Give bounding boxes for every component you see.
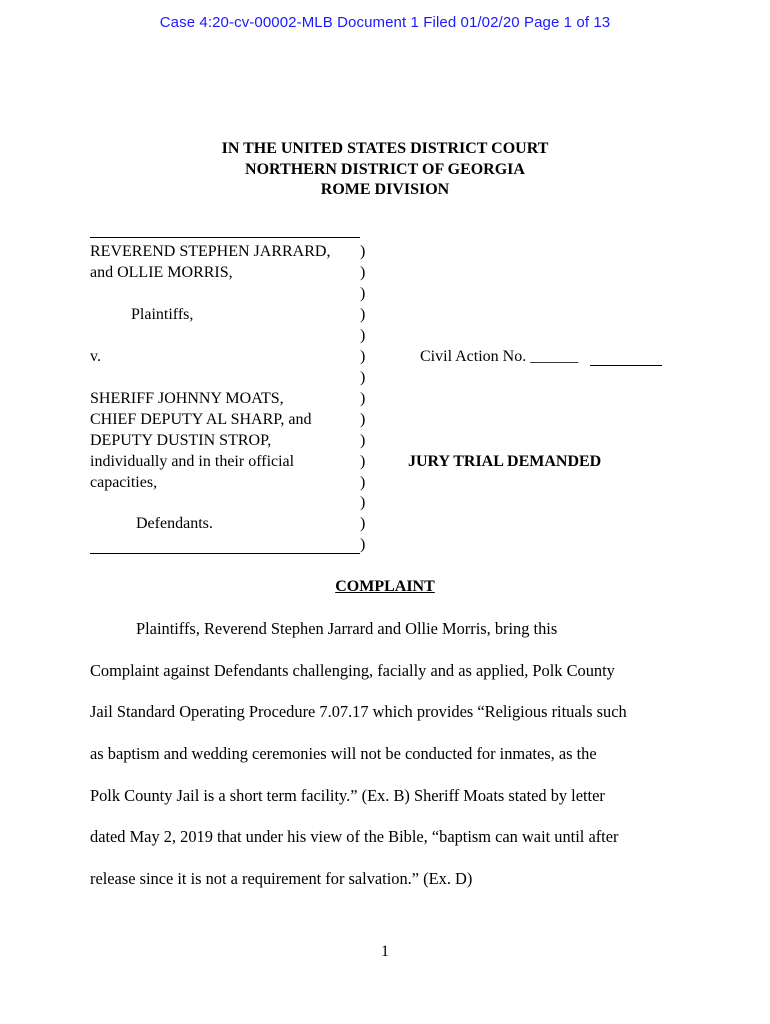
caption-paren: ) — [360, 411, 366, 428]
caption-bottom-rule — [90, 553, 360, 554]
defendants-name-line2: CHIEF DEPUTY AL SHARP, and — [90, 411, 312, 428]
caption-paren: ) — [360, 515, 366, 532]
caption-paren: ) — [360, 306, 366, 323]
defendants-role: Defendants. — [136, 515, 213, 532]
caption-paren: ) — [360, 390, 366, 407]
caption-paren: ) — [360, 327, 366, 344]
jury-trial-demand: JURY TRIAL DEMANDED — [408, 453, 602, 470]
caption-paren: ) — [360, 453, 366, 470]
body-line-5: Polk County Jail is a short term facility.” (Ex. B) Sheriff Moats stated by letter — [90, 786, 605, 805]
court-name-line3: ROME DIVISION — [320, 181, 450, 198]
caption-paren: ) — [360, 243, 366, 260]
court-name-line2: NORTHERN DISTRICT OF GEORGIA — [245, 161, 525, 178]
body-line-1: Plaintiffs, Reverend Stephen Jarrard and Ollie Morris, bring this — [136, 619, 558, 638]
plaintiffs-name-line1: REVEREND STEPHEN JARRARD, — [90, 243, 331, 260]
defendants-name-line1: SHERIFF JOHNNY MOATS, — [90, 390, 284, 407]
ecf-header-stamp: Case 4:20-cv-00002-MLB Document 1 Filed 01/02/20 Page 1 of 13 — [159, 14, 611, 31]
versus-label: v. — [90, 348, 101, 365]
defendants-name-line5: capacities, — [90, 474, 158, 491]
body-line-7: release since it is not a requirement for salvation.” (Ex. D) — [90, 869, 473, 888]
caption-paren: ) — [360, 264, 366, 281]
caption-paren: ) — [360, 285, 366, 302]
civil-action-number-blank — [590, 365, 662, 366]
page-number: 1 — [381, 943, 389, 960]
document-title: COMPLAINT — [335, 578, 435, 595]
caption-paren: ) — [360, 494, 366, 511]
defendants-name-line4: individually and in their official — [90, 453, 295, 470]
body-line-4: as baptism and wedding ceremonies will not be conducted for inmates, as the — [90, 744, 597, 763]
body-line-3: Jail Standard Operating Procedure 7.07.17 which provides “Religious rituals such — [90, 702, 627, 721]
court-name-line1: IN THE UNITED STATES DISTRICT COURT — [221, 140, 549, 157]
civil-action-number: Civil Action No. ______ — [420, 348, 579, 365]
plaintiffs-role: Plaintiffs, — [131, 306, 194, 323]
caption-paren: ) — [360, 348, 366, 365]
body-line-6: dated May 2, 2019 that under his view of the Bible, “baptism can wait until after — [90, 827, 619, 846]
caption-paren: ) — [360, 536, 366, 553]
caption-paren: ) — [360, 474, 366, 491]
body-line-2: Complaint against Defendants challenging, facially and as applied, Polk County — [90, 661, 615, 680]
caption-top-rule — [90, 237, 360, 238]
plaintiffs-name-line2: and OLLIE MORRIS, — [90, 264, 233, 281]
caption-paren: ) — [360, 369, 366, 386]
defendants-name-line3: DEPUTY DUSTIN STROP, — [90, 432, 272, 449]
caption-paren: ) — [360, 432, 366, 449]
